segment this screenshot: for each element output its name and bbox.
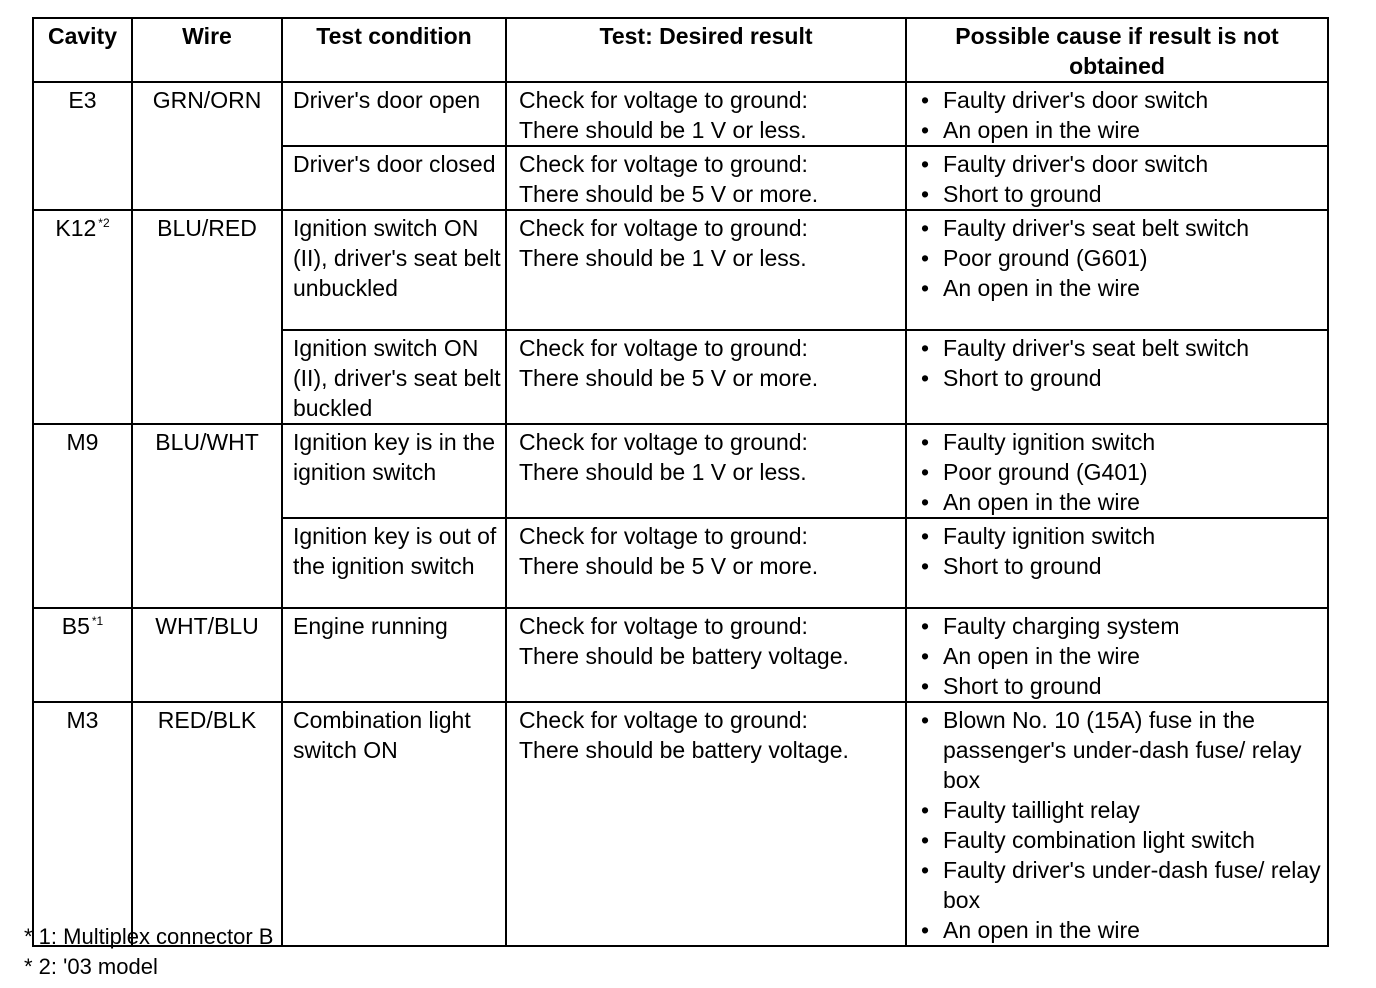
cause-item: • Faulty combination light switch [919, 825, 1323, 855]
wire-cell: GRN/ORN [132, 82, 282, 210]
possible-cause-cell [906, 82, 1328, 146]
desired-result-line: There should be 1 V or less. [519, 459, 807, 485]
possible-cause-cell [906, 424, 1328, 518]
desired-result-line: There should be 5 V or more. [519, 553, 819, 579]
test-condition-cell: Ignition switch ON (II), driver's seat belt buckled [282, 330, 506, 424]
cause-item: • An open in the wire [919, 641, 1323, 671]
cavity-cell [33, 702, 132, 946]
footnote-2: * 2: '03 model [24, 954, 158, 979]
desired-result-line: There should be 1 V or less. [519, 117, 807, 143]
cause-list [919, 705, 1323, 945]
cavity-label: K12 [55, 215, 97, 241]
table-body [33, 82, 1328, 946]
cause-item: • Short to ground [919, 671, 1323, 701]
desired-result-line: Check for voltage to ground: [519, 151, 808, 177]
cause-item: • Faulty driver's door switch [919, 85, 1323, 115]
cause-item: • An open in the wire [919, 273, 1323, 303]
header-test-condition: Test condition [282, 18, 506, 82]
possible-cause-cell [906, 146, 1328, 210]
test-condition-cell: Ignition key is in the ignition switch [282, 424, 506, 518]
footnotes [24, 922, 273, 982]
desired-result-line: There should be 5 V or more. [519, 181, 819, 207]
desired-result-cell [506, 702, 906, 946]
table-row [33, 608, 1328, 702]
desired-result-cell [506, 424, 906, 518]
cause-item: • Faulty driver's seat belt switch [919, 213, 1323, 243]
desired-result-line: There should be 5 V or more. [519, 365, 819, 391]
desired-result-cell [506, 210, 906, 330]
wire-cell: WHT/BLU [132, 608, 282, 702]
possible-cause-cell [906, 518, 1328, 608]
cause-item: • Short to ground [919, 551, 1323, 581]
cause-list [919, 521, 1323, 581]
possible-cause-cell [906, 702, 1328, 946]
cavity-footnote-mark: *1 [91, 614, 104, 628]
header-possible-cause: Possible cause if result is not obtained [906, 18, 1328, 82]
header-row [33, 18, 1328, 82]
desired-result-line: There should be 1 V or less. [519, 245, 807, 271]
cause-item: • Faulty taillight relay [919, 795, 1323, 825]
desired-result-cell [506, 146, 906, 210]
cause-item: • Poor ground (G401) [919, 457, 1323, 487]
cavity-footnote-mark: *2 [98, 216, 110, 230]
table-row [33, 424, 1328, 518]
test-condition-cell: Driver's door closed [282, 146, 506, 210]
test-condition-cell: Ignition switch ON (II), driver's seat belt unbuckled [282, 210, 506, 330]
test-condition-cell: Driver's door open [282, 82, 506, 146]
cause-item: • Faulty ignition switch [919, 521, 1323, 551]
cause-list [919, 333, 1323, 393]
cause-item: • An open in the wire [919, 915, 1323, 945]
desired-result-cell [506, 82, 906, 146]
desired-result-line: Check for voltage to ground: [519, 707, 808, 733]
header-desired-result: Test: Desired result [506, 18, 906, 82]
desired-result-line: Check for voltage to ground: [519, 215, 808, 241]
cavity-label: B5 [61, 613, 90, 639]
test-condition-cell: Ignition key is out of the ignition switch [282, 518, 506, 608]
cavity-label: M3 [66, 707, 99, 733]
test-condition-cell: Engine running [282, 608, 506, 702]
footnote-1: * 1: Multiplex connector B [24, 924, 274, 949]
cavity-label: M9 [66, 429, 99, 455]
table-row [33, 210, 1328, 330]
wire-cell: BLU/WHT [132, 424, 282, 608]
desired-result-line: Check for voltage to ground: [519, 429, 808, 455]
table-row [33, 82, 1328, 146]
header-cavity: Cavity [33, 18, 132, 82]
cause-item: • Short to ground [919, 363, 1323, 393]
cause-item: • Faulty ignition switch [919, 427, 1323, 457]
desired-result-line: Check for voltage to ground: [519, 523, 808, 549]
wire-cell: BLU/RED [132, 210, 282, 424]
cause-item: • Poor ground (G601) [919, 243, 1323, 273]
desired-result-line: Check for voltage to ground: [519, 335, 808, 361]
cause-item: • Blown No. 10 (15A) fuse in the passenger's under-dash fuse/ relay box [919, 705, 1323, 795]
cause-item: • An open in the wire [919, 487, 1323, 517]
desired-result-cell [506, 330, 906, 424]
cause-item: • Faulty driver's under-dash fuse/ relay box [919, 855, 1323, 915]
possible-cause-cell [906, 210, 1328, 330]
desired-result-cell [506, 608, 906, 702]
desired-result-line: There should be battery voltage. [519, 643, 849, 669]
wire-cell: RED/BLK [132, 702, 282, 946]
desired-result-line: Check for voltage to ground: [519, 613, 808, 639]
possible-cause-cell [906, 330, 1328, 424]
desired-result-line: There should be battery voltage. [519, 737, 849, 763]
cause-list [919, 213, 1323, 303]
cavity-label: E3 [68, 87, 97, 113]
cause-list [919, 611, 1323, 701]
cause-item: • Faulty charging system [919, 611, 1323, 641]
cause-item: • Faulty driver's door switch [919, 149, 1323, 179]
cavity-cell [33, 424, 132, 608]
cavity-cell [33, 82, 132, 210]
diagnostic-table [32, 17, 1329, 947]
cavity-cell [33, 608, 132, 702]
cause-list [919, 427, 1323, 517]
possible-cause-cell [906, 608, 1328, 702]
cause-item: • Short to ground [919, 179, 1323, 209]
table-row [33, 702, 1328, 946]
cause-list [919, 85, 1323, 145]
cause-item: • An open in the wire [919, 115, 1323, 145]
header-wire: Wire [132, 18, 282, 82]
cause-item: • Faulty driver's seat belt switch [919, 333, 1323, 363]
cavity-cell [33, 210, 132, 424]
cause-list [919, 149, 1323, 209]
test-condition-cell: Combination light switch ON [282, 702, 506, 946]
desired-result-line: Check for voltage to ground: [519, 87, 808, 113]
desired-result-cell [506, 518, 906, 608]
